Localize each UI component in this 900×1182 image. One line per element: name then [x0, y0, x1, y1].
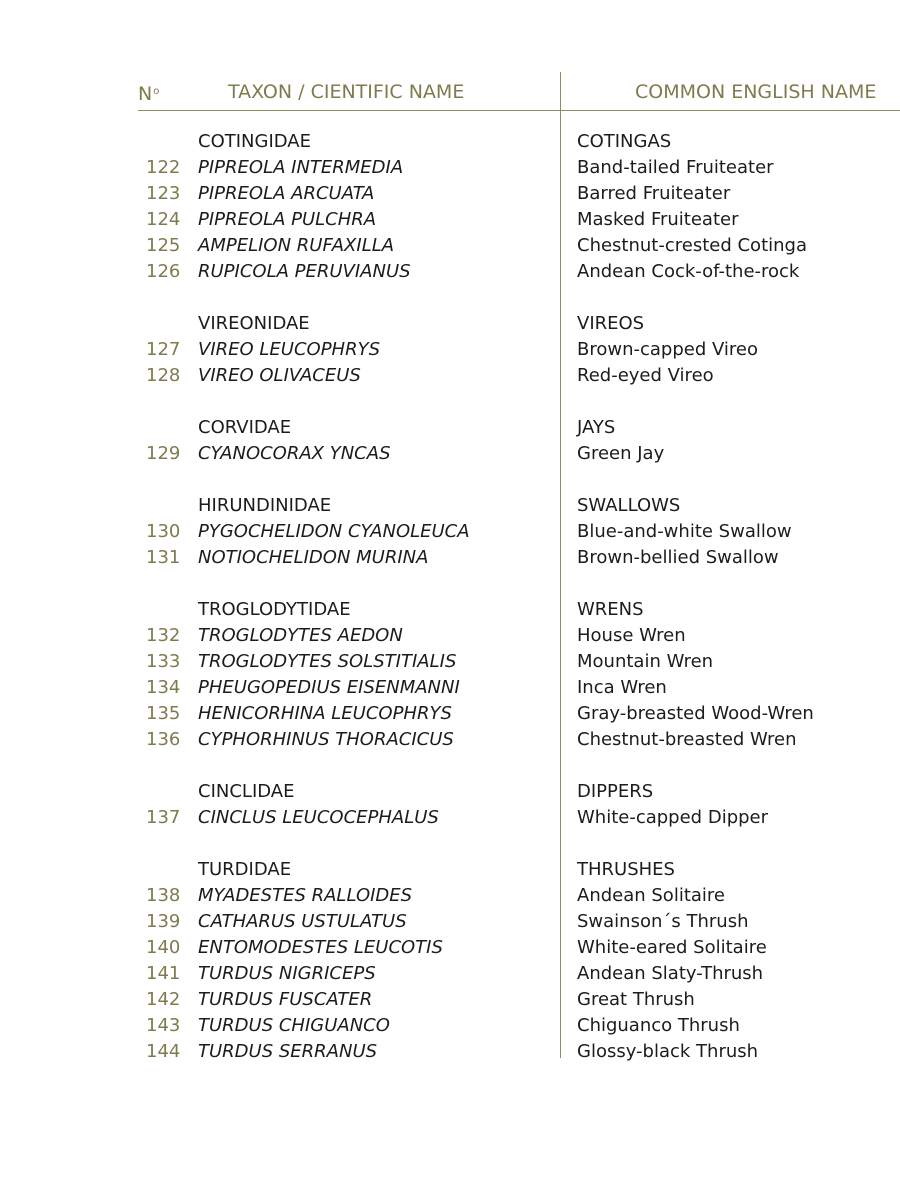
species-row [0, 909, 900, 935]
common-english-name: Gray-breasted Wood-Wren [577, 703, 814, 724]
family-common-name: VIREOS [577, 313, 645, 334]
species-number: 134 [146, 677, 181, 698]
family-group [0, 493, 900, 571]
common-english-name: Chestnut-crested Cotinga [577, 235, 807, 256]
scientific-name: TROGLODYTES AEDON [198, 625, 403, 646]
species-row [0, 337, 900, 363]
family-name: VIREONIDAE [198, 313, 310, 334]
species-row [0, 233, 900, 259]
scientific-name: PHEUGOPEDIUS EISENMANNI [198, 677, 460, 698]
common-english-name: Chiguanco Thrush [577, 1015, 740, 1036]
species-number: 123 [146, 183, 181, 204]
species-number: 124 [146, 209, 181, 230]
species-number: 139 [146, 911, 181, 932]
species-number: 125 [146, 235, 181, 256]
species-row [0, 1039, 900, 1065]
scientific-name: CYANOCORAX YNCAS [198, 443, 391, 464]
species-number: 135 [146, 703, 181, 724]
species-row [0, 155, 900, 181]
scientific-name: CATHARUS USTULATUS [198, 911, 407, 932]
species-row [0, 207, 900, 233]
header-divider [138, 110, 900, 111]
species-number: 131 [146, 547, 181, 568]
family-common-name: DIPPERS [577, 781, 654, 802]
common-name-column-header: COMMON ENGLISH NAME [635, 81, 877, 103]
common-english-name: Andean Solitaire [577, 885, 725, 906]
common-english-name: Green Jay [577, 443, 665, 464]
family-name: COTINGIDAE [198, 131, 311, 152]
common-english-name: Band-tailed Fruiteater [577, 157, 774, 178]
species-number: 140 [146, 937, 181, 958]
scientific-name: ENTOMODESTES LEUCOTIS [198, 937, 443, 958]
scientific-name: RUPICOLA PERUVIANUS [198, 261, 411, 282]
species-number: 141 [146, 963, 181, 984]
species-number: 142 [146, 989, 181, 1010]
family-row [0, 857, 900, 883]
species-row [0, 545, 900, 571]
number-header-superscript: o [153, 86, 160, 97]
scientific-name: PIPREOLA INTERMEDIA [198, 157, 404, 178]
common-english-name: Inca Wren [577, 677, 667, 698]
family-common-name: SWALLOWS [577, 495, 681, 516]
species-row [0, 805, 900, 831]
common-english-name: Andean Cock-of-the-rock [577, 261, 800, 282]
common-english-name: Brown-bellied Swallow [577, 547, 779, 568]
species-row [0, 701, 900, 727]
common-english-name: Red-eyed Vireo [577, 365, 714, 386]
family-row [0, 779, 900, 805]
species-row [0, 935, 900, 961]
scientific-name: NOTIOCHELIDON MURINA [198, 547, 429, 568]
scientific-name: VIREO OLIVACEUS [198, 365, 361, 386]
species-number: 143 [146, 1015, 181, 1036]
common-english-name: House Wren [577, 625, 686, 646]
common-english-name: Glossy-black Thrush [577, 1041, 759, 1062]
scientific-name: TURDUS SERRANUS [198, 1041, 378, 1062]
species-row [0, 181, 900, 207]
scientific-name: CYPHORHINUS THORACICUS [198, 729, 454, 750]
common-english-name: Blue-and-white Swallow [577, 521, 792, 542]
taxon-column-header: TAXON / CIENTIFIC NAME [228, 81, 465, 103]
family-common-name: JAYS [577, 417, 616, 438]
species-list [0, 129, 900, 1091]
species-number: 133 [146, 651, 181, 672]
common-english-name: White-capped Dipper [577, 807, 769, 828]
family-group [0, 129, 900, 285]
common-english-name: White-eared Solitaire [577, 937, 767, 958]
species-row [0, 623, 900, 649]
common-english-name: Mountain Wren [577, 651, 714, 672]
species-number: 138 [146, 885, 181, 906]
scientific-name: MYADESTES RALLOIDES [198, 885, 413, 906]
family-common-name: COTINGAS [577, 131, 672, 152]
species-row [0, 961, 900, 987]
species-number: 127 [146, 339, 181, 360]
scientific-name: CINCLUS LEUCOCEPHALUS [198, 807, 439, 828]
common-english-name: Barred Fruiteater [577, 183, 731, 204]
species-number: 136 [146, 729, 181, 750]
family-group [0, 857, 900, 1065]
scientific-name: PIPREOLA PULCHRA [198, 209, 377, 230]
species-row [0, 883, 900, 909]
family-group [0, 415, 900, 467]
scientific-name: VIREO LEUCOPHRYS [198, 339, 381, 360]
species-row [0, 675, 900, 701]
scientific-name: HENICORHINA LEUCOPHRYS [198, 703, 452, 724]
scientific-name: TROGLODYTES SOLSTITIALIS [198, 651, 457, 672]
species-number: 126 [146, 261, 181, 282]
common-english-name: Great Thrush [577, 989, 695, 1010]
common-english-name: Masked Fruiteater [577, 209, 739, 230]
species-row [0, 259, 900, 285]
scientific-name: PIPREOLA ARCUATA [198, 183, 375, 204]
species-row [0, 987, 900, 1013]
scientific-name: AMPELION RUFAXILLA [198, 235, 395, 256]
species-number: 122 [146, 157, 181, 178]
species-row [0, 441, 900, 467]
species-number: 129 [146, 443, 181, 464]
common-english-name: Andean Slaty-Thrush [577, 963, 764, 984]
species-number: 128 [146, 365, 181, 386]
species-number: 132 [146, 625, 181, 646]
family-row [0, 311, 900, 337]
scientific-name: TURDUS CHIGUANCO [198, 1015, 390, 1036]
family-row [0, 415, 900, 441]
species-row [0, 363, 900, 389]
family-name: TURDIDAE [198, 859, 292, 880]
family-row [0, 129, 900, 155]
species-row [0, 519, 900, 545]
family-name: HIRUNDINIDAE [198, 495, 332, 516]
family-name: CORVIDAE [198, 417, 292, 438]
number-column-header [138, 80, 159, 106]
family-name: TROGLODYTIDAE [198, 599, 351, 620]
species-row [0, 727, 900, 753]
number-header-label: N [138, 83, 153, 105]
species-number: 137 [146, 807, 181, 828]
family-row [0, 597, 900, 623]
family-group [0, 311, 900, 389]
species-number: 130 [146, 521, 181, 542]
family-group [0, 779, 900, 831]
species-row [0, 1013, 900, 1039]
common-english-name: Chestnut-breasted Wren [577, 729, 797, 750]
species-row [0, 649, 900, 675]
scientific-name: TURDUS NIGRICEPS [198, 963, 376, 984]
family-common-name: WRENS [577, 599, 644, 620]
scientific-name: TURDUS FUSCATER [198, 989, 373, 1010]
species-number: 144 [146, 1041, 181, 1062]
family-row [0, 493, 900, 519]
family-name: CINCLIDAE [198, 781, 295, 802]
scientific-name: PYGOCHELIDON CYANOLEUCA [198, 521, 470, 542]
common-english-name: Swainson´s Thrush [577, 911, 749, 932]
family-group [0, 597, 900, 753]
family-common-name: THRUSHES [577, 859, 675, 880]
common-english-name: Brown-capped Vireo [577, 339, 759, 360]
